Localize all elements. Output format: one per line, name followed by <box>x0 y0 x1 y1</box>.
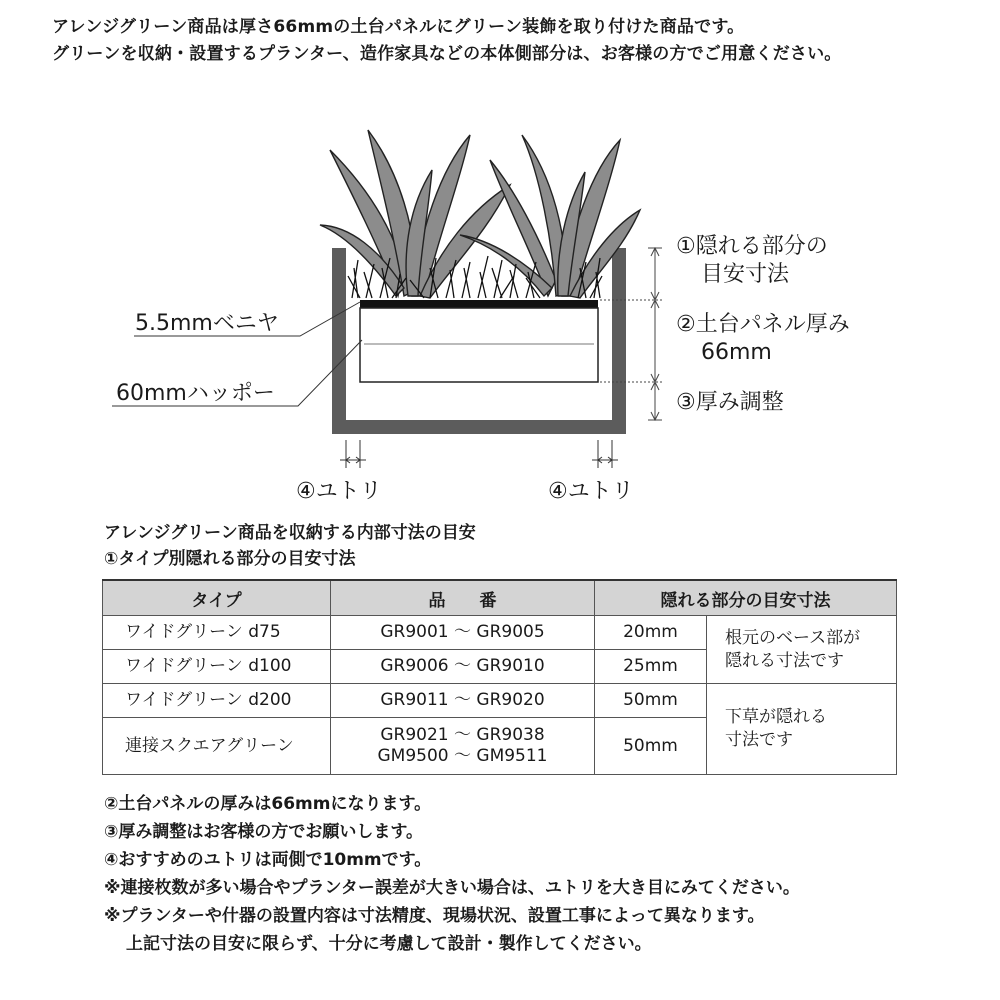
note-line: 根元のベース部が <box>725 627 861 648</box>
row-type: ワイドグリーン d200 <box>103 684 331 718</box>
intro-line-1: アレンジグリーン商品は厚さ66mmの土台パネルにグリーン装飾を取り付けた商品です。 <box>52 17 745 37</box>
row-size: 25mm <box>595 650 707 684</box>
label-hidden-part: ①隠れる部分の <box>676 234 828 259</box>
label-yutori-right: ④ユトリ <box>548 479 634 504</box>
label-panel-thickness: ②土台パネル厚み <box>676 312 850 337</box>
label-veneer: 5.5mmベニヤ <box>135 311 279 336</box>
dimension-lines <box>600 248 662 420</box>
table-title: ①タイプ別隠れる部分の目安寸法 <box>104 549 356 569</box>
table-header-row <box>103 580 897 616</box>
row-code-line: GM9500 ～ GM9511 <box>377 746 548 766</box>
table-row <box>103 684 897 718</box>
label-yutori-left: ④ユトリ <box>296 479 382 504</box>
label-hidden-part-2: 目安寸法 <box>701 262 790 287</box>
label-thickness-adjust: ③厚み調整 <box>676 390 784 415</box>
row-size: 20mm <box>595 616 707 650</box>
row-code: GR9006 ～ GR9010 <box>331 650 595 684</box>
row-code: GR9011 ～ GR9020 <box>331 684 595 718</box>
row-type: ワイドグリーン d100 <box>103 650 331 684</box>
note-line: 寸法です <box>725 730 793 750</box>
note-large-yutori: ※連接枚数が多い場合やプランター誤差が大きい場合は、ユトリを大き目にみてください。 <box>104 878 800 898</box>
note-installation: ※プランターや什器の設置内容は寸法精度、現場状況、設置工事によって異なります。 <box>104 906 765 926</box>
note-line: 下草が隠れる <box>725 707 827 727</box>
row-type: 連接スクエアグリーン <box>103 718 331 775</box>
intro-text <box>52 14 842 68</box>
note-design: 上記寸法の目安に限らず、十分に考慮して設計・製作してください。 <box>126 934 652 954</box>
row-type: ワイドグリーン d75 <box>103 616 331 650</box>
row-code <box>331 718 595 775</box>
hidden-size-table <box>102 579 897 775</box>
notes <box>104 790 800 958</box>
section-title: アレンジグリーン商品を収納する内部寸法の目安 <box>104 523 476 543</box>
row-size: 50mm <box>595 718 707 775</box>
intro-line-2: グリーンを収納・設置するプランター、造作家具などの本体側部分は、お客様の方でご用意ください。 <box>52 44 842 64</box>
base-panel <box>360 300 598 382</box>
label-panel-thickness-value: 66mm <box>701 340 772 365</box>
row-note-undergrowth <box>707 684 897 775</box>
yutori-marks <box>340 440 618 468</box>
note-line: 隠れる寸法です <box>725 650 844 671</box>
row-code-line: GR9021 ～ GR9038 <box>380 725 545 745</box>
header-hidden-size: 隠れる部分の目安寸法 <box>595 580 897 616</box>
note-thickness-adjust: ③厚み調整はお客様の方でお願いします。 <box>104 822 424 842</box>
label-foam: 60mmハッポー <box>116 381 275 406</box>
header-code: 品 番 <box>331 580 595 616</box>
planter-cross-section-diagram <box>0 100 1000 510</box>
plant-left <box>320 130 510 298</box>
header-type: タイプ <box>103 580 331 616</box>
row-code: GR9001 ～ GR9005 <box>331 616 595 650</box>
note-yutori: ④おすすめのユトリは両側で10mmです。 <box>104 850 432 870</box>
table-row <box>103 616 897 650</box>
note-panel-thickness: ②土台パネルの厚みは66mmになります。 <box>104 794 432 814</box>
row-note-base <box>707 616 897 684</box>
row-size: 50mm <box>595 684 707 718</box>
